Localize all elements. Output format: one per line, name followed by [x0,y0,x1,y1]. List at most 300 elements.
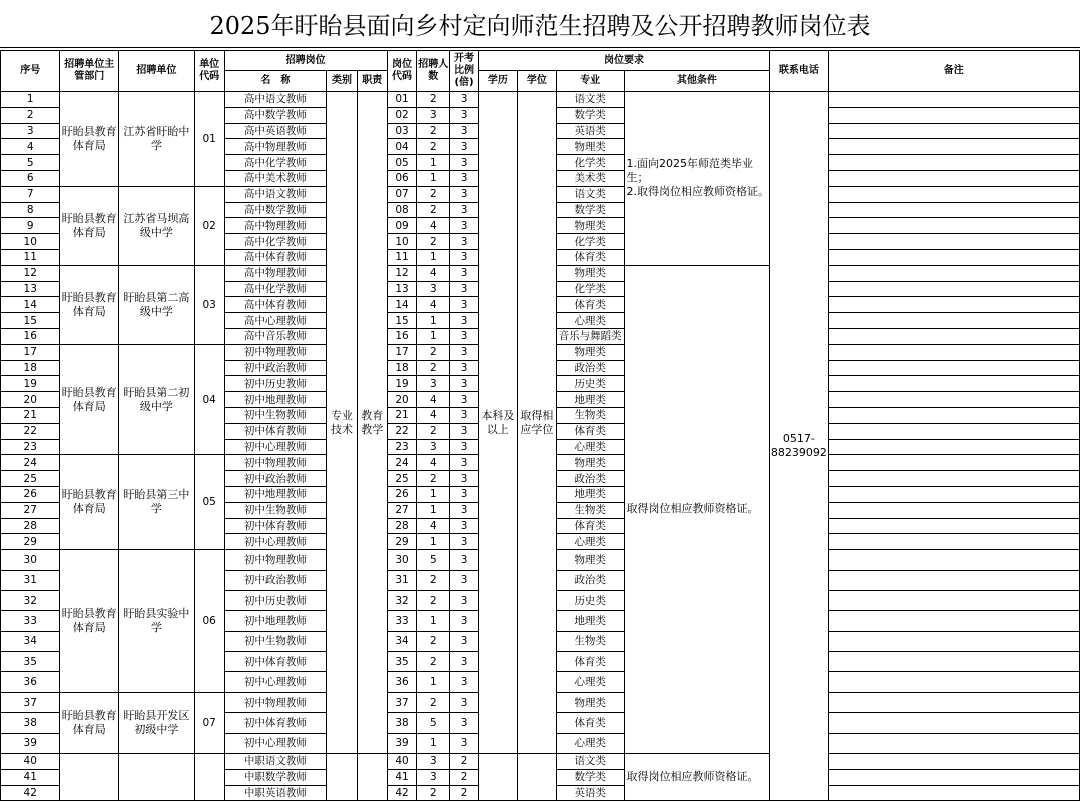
post-name-cell: 初中心理教师 [224,534,327,550]
post-code-cell: 41 [387,769,417,785]
seq-cell: 28 [1,518,60,534]
table-row [1,754,1080,770]
count-cell: 1 [417,733,450,753]
remark-cell [828,265,1079,281]
count-cell: 2 [417,785,450,801]
post-code-cell: 31 [387,570,417,590]
post-duty-cell [357,754,387,801]
count-cell: 3 [417,754,450,770]
ratio-cell: 3 [450,631,479,651]
unit-code-cell: 01 [194,92,224,187]
ratio-cell: 2 [450,785,479,801]
seq-cell: 7 [1,186,60,202]
major-cell: 物理类 [556,455,624,471]
post-code-cell: 39 [387,733,417,753]
seq-cell: 35 [1,652,60,672]
major-cell: 音乐与舞蹈类 [556,328,624,344]
major-cell: 政治类 [556,471,624,487]
ratio-cell: 3 [450,344,479,360]
count-cell: 4 [417,407,450,423]
post-name-cell: 高中音乐教师 [224,328,327,344]
education-cell [478,754,517,801]
post-code-cell: 30 [387,550,417,570]
post-code-cell: 33 [387,611,417,631]
remark-cell [828,202,1079,218]
ratio-cell: 2 [450,754,479,770]
seq-cell: 21 [1,407,60,423]
ratio-cell: 3 [450,672,479,692]
post-name-cell: 初中物理教师 [224,692,327,712]
count-cell: 2 [417,471,450,487]
seq-cell: 8 [1,202,60,218]
header-seq: 序号 [1,51,60,92]
seq-cell: 25 [1,471,60,487]
count-cell: 1 [417,170,450,186]
post-code-cell: 28 [387,518,417,534]
count-cell: 2 [417,360,450,376]
major-cell: 心理类 [556,733,624,753]
header-ratio: 开考比例(倍) [450,51,479,92]
post-name-cell: 初中历史教师 [224,590,327,610]
remark-cell [828,672,1079,692]
remark-cell [828,486,1079,502]
unit-code-cell: 04 [194,344,224,455]
seq-cell: 2 [1,107,60,123]
major-cell: 体育类 [556,713,624,733]
count-cell: 3 [417,107,450,123]
post-name-cell: 初中政治教师 [224,360,327,376]
header-phone: 联系电话 [770,51,828,92]
post-type-cell [327,754,358,801]
count-cell: 4 [417,218,450,234]
ratio-cell: 3 [450,652,479,672]
post-name-cell: 高中语文教师 [224,92,327,108]
ratio-cell: 3 [450,123,479,139]
count-cell: 1 [417,249,450,265]
major-cell: 数学类 [556,107,624,123]
other-conditions-cell: 取得岗位相应教师资格证。 [624,754,770,801]
ratio-cell: 3 [450,281,479,297]
ratio-cell: 3 [450,733,479,753]
ratio-cell: 3 [450,455,479,471]
seq-cell: 38 [1,713,60,733]
seq-cell: 24 [1,455,60,471]
count-cell: 4 [417,455,450,471]
remark-cell [828,733,1079,753]
major-cell: 物理类 [556,550,624,570]
major-cell: 体育类 [556,652,624,672]
post-code-cell: 19 [387,376,417,392]
unit-code-cell: 06 [194,550,224,693]
remark-cell [828,360,1079,376]
post-name-cell: 初中地理教师 [224,611,327,631]
seq-cell: 5 [1,155,60,171]
education-cell: 本科及以上 [478,92,517,754]
remark-cell [828,502,1079,518]
post-code-cell: 05 [387,155,417,171]
remark-cell [828,518,1079,534]
seq-cell: 18 [1,360,60,376]
dept-cell: 盱眙县教育体育局 [60,344,118,455]
seq-cell: 23 [1,439,60,455]
post-code-cell: 02 [387,107,417,123]
post-name-cell: 初中心理教师 [224,672,327,692]
seq-cell: 16 [1,328,60,344]
seq-cell: 36 [1,672,60,692]
remark-cell [828,92,1079,108]
post-name-cell: 高中美术教师 [224,170,327,186]
count-cell: 1 [417,486,450,502]
header-unit-code: 单位代码 [194,51,224,92]
post-name-cell: 高中体育教师 [224,249,327,265]
count-cell: 5 [417,713,450,733]
major-cell: 心理类 [556,439,624,455]
unit-cell: 江苏省盱眙中学 [118,92,194,187]
seq-cell: 20 [1,392,60,408]
post-code-cell: 40 [387,754,417,770]
remark-cell [828,186,1079,202]
header-degree: 学位 [517,71,556,92]
count-cell: 1 [417,672,450,692]
ratio-cell: 3 [450,550,479,570]
ratio-cell: 3 [450,297,479,313]
seq-cell: 22 [1,423,60,439]
post-name-cell: 初中物理教师 [224,455,327,471]
major-cell: 体育类 [556,297,624,313]
ratio-cell: 3 [450,423,479,439]
post-code-cell: 23 [387,439,417,455]
count-cell: 3 [417,769,450,785]
major-cell: 地理类 [556,392,624,408]
major-cell: 政治类 [556,570,624,590]
seq-cell: 3 [1,123,60,139]
post-code-cell: 16 [387,328,417,344]
remark-cell [828,376,1079,392]
seq-cell: 27 [1,502,60,518]
post-name-cell: 高中数学教师 [224,202,327,218]
remark-cell [828,170,1079,186]
post-name-cell: 高中体育教师 [224,297,327,313]
count-cell: 4 [417,518,450,534]
count-cell: 1 [417,502,450,518]
ratio-cell: 3 [450,692,479,712]
post-name-cell: 初中政治教师 [224,570,327,590]
seq-cell: 29 [1,534,60,550]
header-post-duty: 职责 [357,71,387,92]
unit-cell [118,754,194,801]
ratio-cell: 3 [450,502,479,518]
major-cell: 化学类 [556,155,624,171]
degree-cell: 取得相应学位 [517,92,556,754]
post-name-cell: 初中体育教师 [224,652,327,672]
major-cell: 语文类 [556,92,624,108]
seq-cell: 9 [1,218,60,234]
unit-code-cell: 03 [194,265,224,344]
dept-cell: 盱眙县教育体育局 [60,455,118,550]
major-cell: 心理类 [556,672,624,692]
count-cell: 2 [417,234,450,250]
post-name-cell: 初中地理教师 [224,486,327,502]
post-code-cell: 37 [387,692,417,712]
ratio-cell: 3 [450,328,479,344]
major-cell: 语文类 [556,186,624,202]
remark-cell [828,234,1079,250]
ratio-cell: 3 [450,486,479,502]
ratio-cell: 3 [450,234,479,250]
remark-cell [828,139,1079,155]
seq-cell: 37 [1,692,60,712]
count-cell: 2 [417,92,450,108]
ratio-cell: 3 [450,611,479,631]
seq-cell: 41 [1,769,60,785]
count-cell: 2 [417,692,450,712]
remark-cell [828,218,1079,234]
seq-cell: 39 [1,733,60,753]
remark-cell [828,692,1079,712]
major-cell: 物理类 [556,139,624,155]
ratio-cell: 3 [450,518,479,534]
count-cell: 2 [417,186,450,202]
post-name-cell: 初中体育教师 [224,713,327,733]
post-type-cell: 专业技术 [327,92,358,754]
post-name-cell: 初中心理教师 [224,439,327,455]
other-conditions-cell: 取得岗位相应教师资格证。 [624,265,770,753]
remark-cell [828,455,1079,471]
post-code-cell: 04 [387,139,417,155]
post-name-cell: 初中历史教师 [224,376,327,392]
unit-cell: 盱眙县实验中学 [118,550,194,693]
remark-cell [828,439,1079,455]
major-cell: 英语类 [556,785,624,801]
seq-cell: 6 [1,170,60,186]
remark-cell [828,471,1079,487]
post-name-cell: 中职数学教师 [224,769,327,785]
remark-cell [828,534,1079,550]
post-code-cell: 03 [387,123,417,139]
post-name-cell: 初中体育教师 [224,518,327,534]
major-cell: 物理类 [556,265,624,281]
remark-cell [828,328,1079,344]
count-cell: 2 [417,631,450,651]
count-cell: 3 [417,281,450,297]
seq-cell: 14 [1,297,60,313]
ratio-cell: 2 [450,769,479,785]
count-cell: 2 [417,590,450,610]
post-name-cell: 初中体育教师 [224,423,327,439]
major-cell: 地理类 [556,611,624,631]
header-post-code: 岗位代码 [387,51,417,92]
ratio-cell: 3 [450,392,479,408]
post-name-cell: 高中化学教师 [224,155,327,171]
post-name-cell: 中职英语教师 [224,785,327,801]
unit-code-cell: 07 [194,692,224,753]
remark-cell [828,570,1079,590]
post-name-cell: 初中心理教师 [224,733,327,753]
post-name-cell: 高中物理教师 [224,139,327,155]
post-name-cell: 高中物理教师 [224,218,327,234]
count-cell: 2 [417,344,450,360]
post-name-cell: 初中生物教师 [224,407,327,423]
ratio-cell: 3 [450,170,479,186]
header-post-group: 招聘岗位 [224,51,387,71]
unit-cell: 盱眙县开发区初级中学 [118,692,194,753]
ratio-cell: 3 [450,439,479,455]
post-code-cell: 10 [387,234,417,250]
post-name-cell: 初中物理教师 [224,550,327,570]
seq-cell: 42 [1,785,60,801]
phone-cell: 0517-88239092 [770,92,828,801]
post-name-cell: 高中英语教师 [224,123,327,139]
post-code-cell: 34 [387,631,417,651]
remark-cell [828,123,1079,139]
major-cell: 英语类 [556,123,624,139]
header-remark: 备注 [828,51,1079,92]
other-conditions-cell: 1.面向2025年师范类毕业生； 2.取得岗位相应教师资格证。 [624,92,770,266]
ratio-cell: 3 [450,92,479,108]
post-name-cell: 初中生物教师 [224,631,327,651]
count-cell: 3 [417,376,450,392]
table-row [1,92,1080,108]
seq-cell: 10 [1,234,60,250]
ratio-cell: 3 [450,570,479,590]
ratio-cell: 3 [450,202,479,218]
major-cell: 化学类 [556,234,624,250]
major-cell: 生物类 [556,407,624,423]
major-cell: 物理类 [556,692,624,712]
major-cell: 心理类 [556,534,624,550]
seq-cell: 13 [1,281,60,297]
header-major: 专业 [556,71,624,92]
post-code-cell: 27 [387,502,417,518]
remark-cell [828,313,1079,329]
header-unit: 招聘单位 [118,51,194,92]
major-cell: 数学类 [556,769,624,785]
ratio-cell: 3 [450,186,479,202]
seq-cell: 19 [1,376,60,392]
remark-cell [828,392,1079,408]
remark-cell [828,713,1079,733]
page-title: 2025年盱眙县面向乡村定向师范生招聘及公开招聘教师岗位表 [0,0,1080,48]
dept-cell: 盱眙县教育体育局 [60,186,118,265]
remark-cell [828,785,1079,801]
major-cell: 地理类 [556,486,624,502]
post-code-cell: 15 [387,313,417,329]
unit-cell: 盱眙县第二高级中学 [118,265,194,344]
remark-cell [828,652,1079,672]
post-code-cell: 06 [387,170,417,186]
degree-cell [517,754,556,801]
major-cell: 心理类 [556,313,624,329]
ratio-cell: 3 [450,139,479,155]
post-code-cell: 20 [387,392,417,408]
ratio-cell: 3 [450,107,479,123]
post-code-cell: 13 [387,281,417,297]
major-cell: 美术类 [556,170,624,186]
count-cell: 2 [417,139,450,155]
dept-cell: 盱眙县教育体育局 [60,265,118,344]
post-name-cell: 高中化学教师 [224,234,327,250]
major-cell: 数学类 [556,202,624,218]
unit-code-cell: 05 [194,455,224,550]
unit-cell: 江苏省马坝高级中学 [118,186,194,265]
remark-cell [828,407,1079,423]
count-cell: 5 [417,550,450,570]
post-duty-cell: 教育教学 [357,92,387,754]
ratio-cell: 3 [450,471,479,487]
seq-cell: 12 [1,265,60,281]
remark-cell [828,107,1079,123]
post-code-cell: 42 [387,785,417,801]
post-code-cell: 01 [387,92,417,108]
post-code-cell: 09 [387,218,417,234]
post-code-cell: 22 [387,423,417,439]
seq-cell: 31 [1,570,60,590]
count-cell: 4 [417,265,450,281]
count-cell: 2 [417,202,450,218]
post-code-cell: 26 [387,486,417,502]
header-requirements: 岗位要求 [478,51,769,71]
post-code-cell: 08 [387,202,417,218]
ratio-cell: 3 [450,376,479,392]
remark-cell [828,550,1079,570]
count-cell: 1 [417,155,450,171]
post-code-cell: 32 [387,590,417,610]
ratio-cell: 3 [450,249,479,265]
seq-cell: 40 [1,754,60,770]
post-name-cell: 高中语文教师 [224,186,327,202]
count-cell: 4 [417,297,450,313]
major-cell: 生物类 [556,631,624,651]
count-cell: 2 [417,423,450,439]
post-name-cell: 高中数学教师 [224,107,327,123]
major-cell: 体育类 [556,423,624,439]
post-code-cell: 14 [387,297,417,313]
seq-cell: 11 [1,249,60,265]
seq-cell: 1 [1,92,60,108]
count-cell: 4 [417,392,450,408]
remark-cell [828,754,1079,770]
seq-cell: 30 [1,550,60,570]
seq-cell: 32 [1,590,60,610]
dept-cell: 盱眙县教育体育局 [60,692,118,753]
unit-code-cell [194,754,224,801]
ratio-cell: 3 [450,713,479,733]
seq-cell: 15 [1,313,60,329]
recruitment-table [0,50,1080,801]
post-code-cell: 17 [387,344,417,360]
seq-cell: 26 [1,486,60,502]
major-cell: 体育类 [556,518,624,534]
remark-cell [828,344,1079,360]
ratio-cell: 3 [450,218,479,234]
major-cell: 体育类 [556,249,624,265]
count-cell: 1 [417,611,450,631]
major-cell: 物理类 [556,344,624,360]
remark-cell [828,611,1079,631]
dept-cell: 盱眙县教育体育局 [60,92,118,187]
count-cell: 3 [417,439,450,455]
header-post-name: 名 称 [224,71,327,92]
major-cell: 历史类 [556,376,624,392]
post-name-cell: 高中心理教师 [224,313,327,329]
count-cell: 2 [417,652,450,672]
ratio-cell: 3 [450,534,479,550]
ratio-cell: 3 [450,155,479,171]
ratio-cell: 3 [450,407,479,423]
seq-cell: 17 [1,344,60,360]
seq-cell: 4 [1,139,60,155]
seq-cell: 33 [1,611,60,631]
